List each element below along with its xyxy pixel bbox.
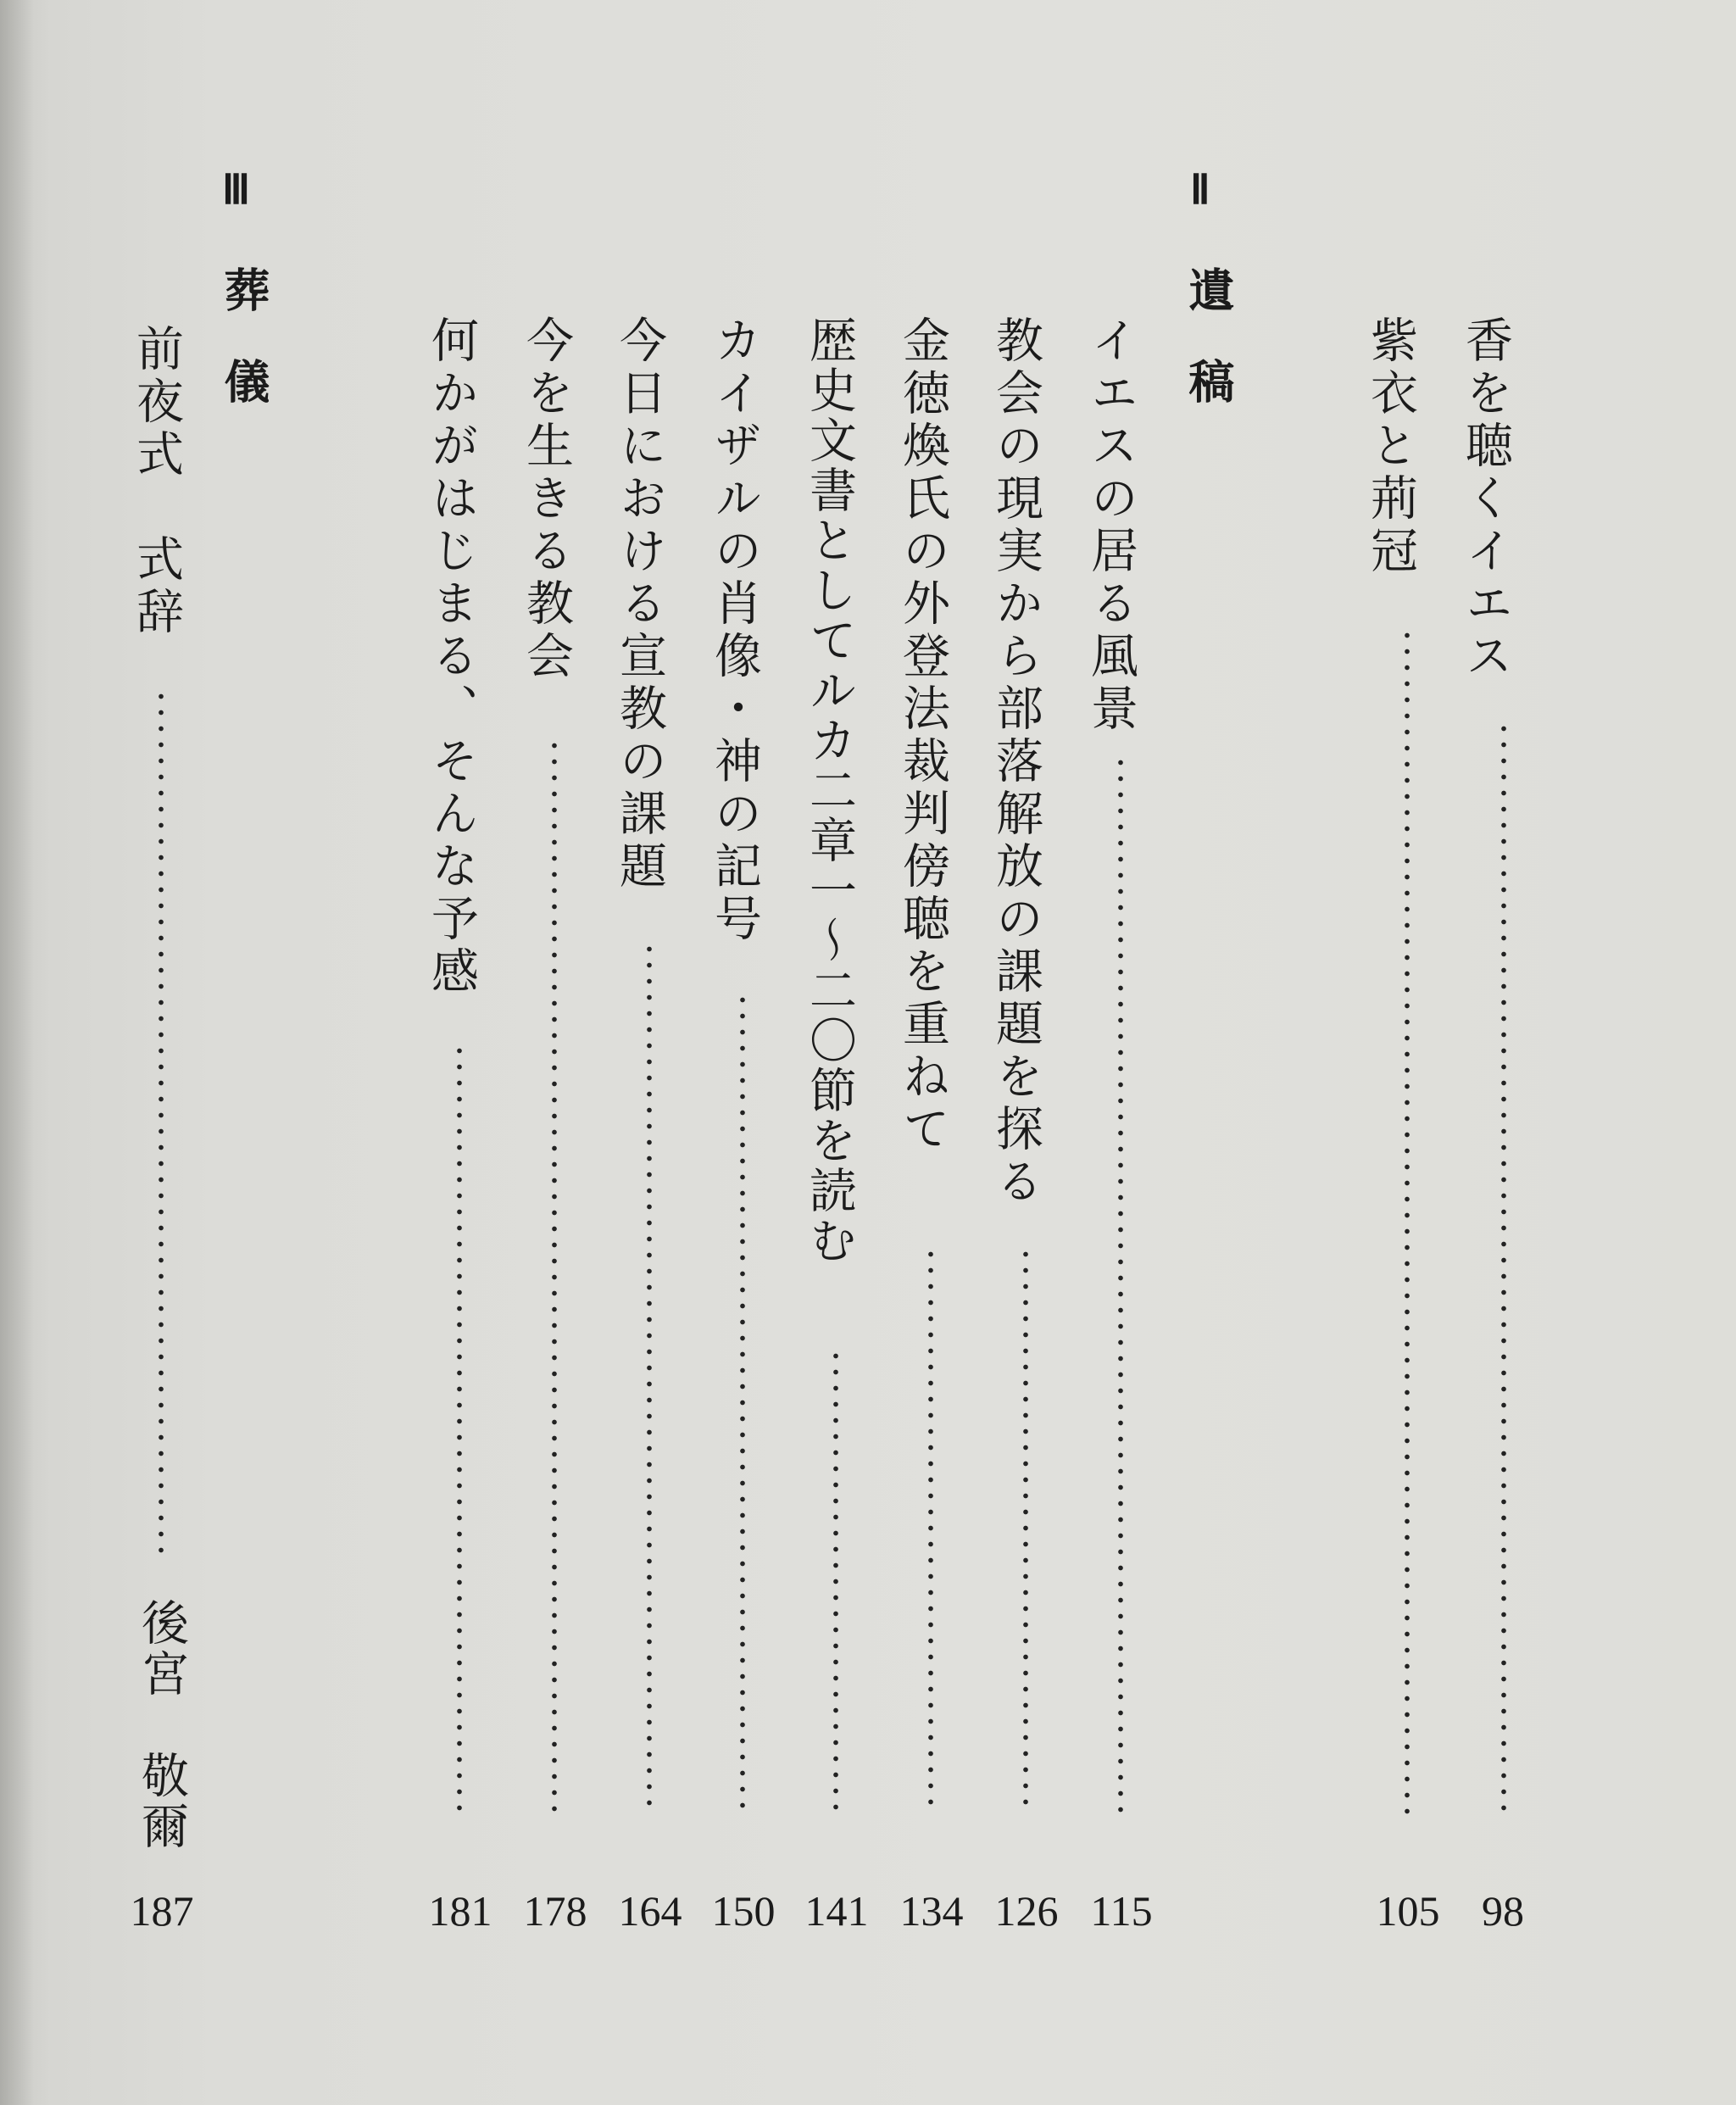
- page-number: 181: [428, 1887, 492, 1935]
- page-number: 187: [130, 1887, 194, 1935]
- page-number: 141: [804, 1887, 869, 1935]
- page-number: 164: [618, 1887, 682, 1935]
- dot-leader: [1500, 721, 1507, 1814]
- dot-leader: [1117, 755, 1124, 1814]
- toc-entry-title: 教会の現実から部落解放の課題を探る: [988, 315, 1043, 1209]
- part3-numeral: Ⅲ: [222, 168, 250, 213]
- dot-leader: [1022, 1246, 1029, 1814]
- gutter-shadow: [0, 0, 34, 2105]
- toc-entry-title: 歴史文書としてルカ二章一～二〇節を読む: [802, 315, 857, 1266]
- toc-entry-title: 前夜式 式辞: [129, 324, 184, 639]
- toc-entry-title: カイザルの肖像・神の記号: [707, 315, 762, 946]
- page-number: 150: [711, 1887, 776, 1935]
- toc-entry-title: 何かがはじまる、そんな予感: [424, 315, 479, 999]
- toc-entry-title: 今日における宣教の課題: [612, 315, 667, 894]
- page-number: 105: [1376, 1887, 1440, 1935]
- dot-leader: [739, 992, 746, 1814]
- dot-leader: [927, 1246, 934, 1814]
- dot-leader: [551, 738, 558, 1814]
- toc-entry-title: 金徳煥氏の外登法裁判傍聴を重ねて: [895, 315, 950, 1156]
- dot-leader: [158, 688, 164, 1562]
- toc-entry-title: イエスの居る風景: [1083, 315, 1138, 736]
- page-number: 115: [1090, 1887, 1153, 1935]
- dot-leader: [1404, 627, 1410, 1814]
- part2-numeral: Ⅱ: [1190, 168, 1210, 213]
- dot-leader: [456, 1043, 463, 1814]
- dot-leader: [832, 1348, 839, 1814]
- toc-entry-title: 今を生きる教会: [519, 315, 574, 683]
- dot-leader: [646, 941, 653, 1814]
- part2-title: 遺 稿: [1182, 266, 1235, 404]
- page-number: 134: [899, 1887, 964, 1935]
- part3-title: 葬 儀: [217, 266, 270, 404]
- toc-entry-title: 紫衣と荊冠: [1363, 315, 1418, 578]
- page-number: 126: [994, 1887, 1059, 1935]
- page-number: 178: [523, 1887, 587, 1935]
- toc-entry-author: 後宮 敬爾: [134, 1598, 189, 1852]
- page-number: 98: [1482, 1887, 1524, 1935]
- toc-entry-title: 香を聴くイエス: [1458, 315, 1513, 683]
